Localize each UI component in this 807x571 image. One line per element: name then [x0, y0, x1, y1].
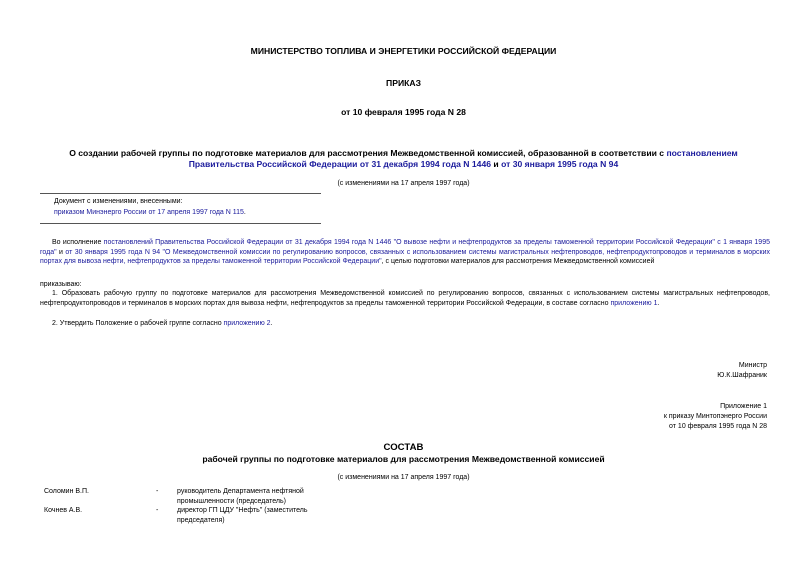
preamble-paragraph: Во исполнение постановлений Правительства Российской Федерации от 31 декабря 1994 года N 1446 "О вывозе нефти и нефтепродуктов за пределы таможенной территории Российской Федерации" с 1 января 1995 года" и от 30 января 1995 года N 94 "О Межведомственной комиссии по регулированию вопросов, связанных с использованием системы магистральных нефтепроводов, нефтепродуктопроводов и терминалов в морских портах для вывоза нефти, нефтепродуктов за пределы таможенной территории Российской Федерации", с целью подготовки материалов для рассмотрения Межведомственной комиссией	[40, 239, 770, 265]
resolution-1446-link[interactable]: Правительства Российской Федерации от 31 декабря 1994 года N 1446	[188, 159, 492, 169]
divider-top	[40, 193, 321, 194]
appendix-label: Приложение 1	[720, 403, 767, 410]
amending-order-link[interactable]: приказом Минэнерго России от 17 апреля 1997 года N 115	[54, 209, 244, 216]
member-role-line2: председателя)	[177, 517, 225, 524]
item-2-paragraph: 2. Утвердить Положение о рабочей группе согласно приложению 2.	[52, 320, 273, 327]
appendix-1-link[interactable]: приложению 1	[610, 299, 658, 307]
doc-type-heading: ПРИКАЗ	[386, 78, 421, 88]
resolution-link[interactable]: постановлением	[666, 148, 738, 158]
ministry-heading: МИНИСТЕРСТВО ТОПЛИВА И ЭНЕРГЕТИКИ РОССИЙСКОЙ ФЕДЕРАЦИИ	[250, 46, 557, 56]
order-title	[0, 148, 807, 170]
resolution-94-full-link[interactable]: от 30 января 1995 года N 94 "О Межведомственной комиссии по регулированию вопросов, связанных с использованием системы магистральных нефтепроводов, нефтепродуктопроводов и терминалов в морских портах для вывоза нефти, нефтепродуктов за пределы таможенной территории Российской Федерации"	[40, 248, 770, 265]
appendix-order-date: от 10 февраля 1995 года N 28	[669, 423, 767, 430]
member-dash: -	[156, 488, 159, 495]
member-name: Соломин В.П.	[44, 488, 89, 495]
order-title-line1: О создании рабочей группы по подготовке материалов для рассмотрения Межведомственной комиссией, образованной в соответствии с постановлением	[69, 148, 738, 158]
order-title-line2: Правительства Российской Федерации от 31 декабря 1994 года N 1446 и от 30 января 1995 года N 94	[188, 159, 619, 169]
item-1-paragraph: 1. Образовать рабочую группу по подготовке материалов для рассмотрения Межведомственной комиссией по регулированию вопросов, связанных с использованием системы магистральных нефтепроводов, нефтепродуктопроводов и терминалов в морских портах для вывоза нефти, нефтепродуктов за пределы таможенной территории Российской Федерации, в составе согласно приложению 1.	[40, 290, 770, 307]
resolution-94-link[interactable]: от 30 января 1995 года N 94	[501, 159, 619, 169]
member-role-line1: руководитель Департамента нефтяной	[177, 488, 304, 495]
signature-name: Ю.К.Шафраник	[717, 372, 767, 379]
composition-subtitle: рабочей группы по подготовке материалов для рассмотрения Межведомственной комиссией	[202, 454, 605, 464]
member-role-line2: промышленности (председатель)	[177, 498, 286, 505]
member-dash: -	[156, 507, 159, 514]
appendix-2-link[interactable]: приложению 2	[223, 320, 271, 327]
member-role-line1: директор ГП ЦДУ "Нефть" (заместитель	[177, 507, 308, 514]
resolutions-1446-link[interactable]: постановлений Правительства Российской Федерации от 31 декабря 1994 года N 1446 "О вывозе нефти и нефтепродуктов за пределы таможенной территории Российской Федерации" с 1 января 1995 года"	[40, 239, 770, 256]
amendment-note: (с изменениями на 17 апреля 1997 года)	[337, 180, 470, 187]
changes-label: Документ с изменениями, внесенными:	[54, 198, 183, 205]
divider-bottom	[40, 223, 321, 224]
order-word: приказываю:	[40, 281, 82, 288]
appendix-order-ref: к приказу Минтопэнерго России	[663, 413, 767, 420]
member-row	[0, 507, 807, 529]
composition-note: (с изменениями на 17 апреля 1997 года)	[337, 474, 470, 481]
doc-date-number: от 10 февраля 1995 года N 28	[341, 107, 466, 117]
composition-title: СОСТАВ	[383, 442, 424, 453]
member-name: Кочнев А.В.	[44, 507, 83, 514]
signature-position: Министр	[738, 362, 767, 369]
changes-entry: приказом Минэнерго России от 17 апреля 1997 года N 115.	[54, 209, 246, 216]
